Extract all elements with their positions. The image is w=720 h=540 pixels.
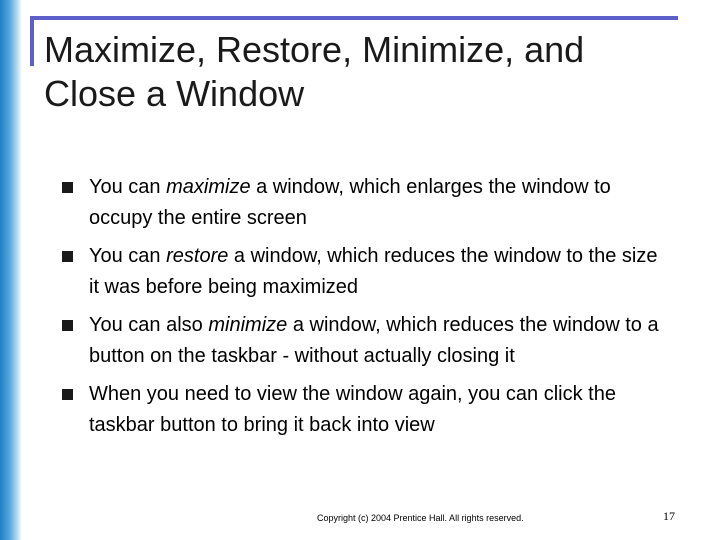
side-gradient-bar (0, 0, 22, 540)
bullet-item (62, 310, 672, 372)
square-bullet-icon (62, 251, 73, 262)
page-number: 17 (663, 509, 675, 523)
slide-title: Maximize, Restore, Minimize, and Close a Window (44, 29, 585, 114)
bullet-list (62, 172, 672, 448)
bullet-text: You can restore a window, which reduces the window to the size it was before being maximized (89, 245, 658, 298)
bullet-text: When you need to view the window again, you can click the taskbar button to bring it back into view (89, 383, 616, 436)
title-rule-vertical (30, 16, 34, 66)
title-rule-horizontal (30, 16, 678, 20)
bullet-text: You can also minimize a window, which reduces the window to a button on the taskbar - without actually closing it (89, 314, 659, 367)
copyright-footer: Copyright (c) 2004 Prentice Hall. All rights reserved. (317, 513, 524, 523)
bullet-item (62, 172, 672, 234)
bullet-item (62, 241, 672, 303)
square-bullet-icon (62, 182, 73, 193)
bullet-item (62, 379, 672, 441)
square-bullet-icon (62, 389, 73, 400)
bullet-text: You can maximize a window, which enlarges the window to occupy the entire screen (89, 176, 611, 229)
square-bullet-icon (62, 320, 73, 331)
